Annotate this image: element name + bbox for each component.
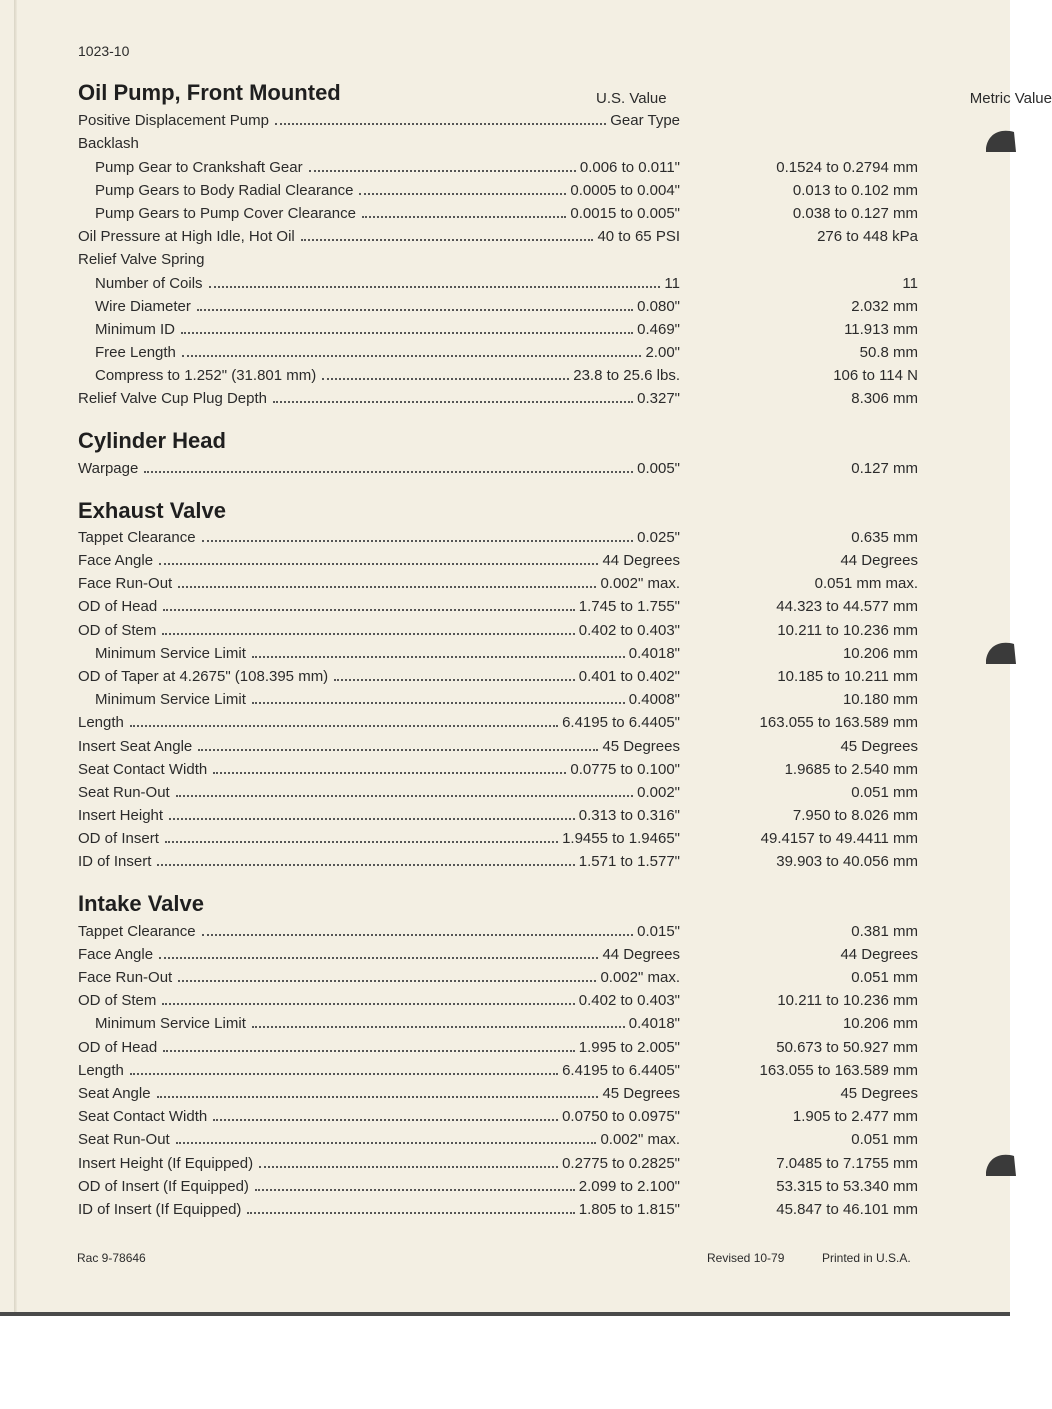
- spec-label: Wire Diameter: [95, 297, 191, 315]
- dot-leader: [162, 633, 574, 635]
- metric-value: 0.038 to 0.127 mm: [792, 204, 918, 222]
- metric-value: 45 Degrees: [840, 1084, 918, 1102]
- spec-row: [78, 825, 938, 848]
- spec-label: Positive Displacement Pump: [78, 112, 269, 130]
- us-value-header: U.S. Value: [596, 90, 667, 107]
- spec-left: [78, 552, 680, 570]
- spec-row: [78, 130, 938, 153]
- spec-left: [78, 390, 680, 408]
- metric-value: 2.032 mm: [851, 297, 918, 315]
- metric-value: 0.635 mm: [851, 528, 918, 546]
- dot-leader: [213, 1119, 558, 1121]
- section-title: Oil Pump, Front Mounted: [78, 80, 341, 105]
- metric-value: 0.013 to 0.102 mm: [792, 181, 918, 199]
- spec-left: [78, 1131, 680, 1149]
- spec-left: [78, 668, 680, 686]
- spec-left: [78, 1062, 680, 1080]
- metric-value: 0.381 mm: [851, 922, 918, 940]
- spec-label: Insert Seat Angle: [78, 737, 193, 755]
- spec-left: [78, 205, 680, 223]
- spec-row: [78, 153, 938, 176]
- spec-label: Warpage: [78, 459, 139, 477]
- spec-row: [78, 316, 938, 339]
- us-value: 1.995 to 2.005": [578, 1038, 680, 1056]
- spec-row: [78, 1149, 938, 1172]
- dot-leader: [322, 378, 569, 380]
- spec-row: [78, 802, 938, 825]
- spec-left: [78, 228, 680, 246]
- spec-left: [78, 1039, 680, 1057]
- dot-leader: [247, 1212, 574, 1214]
- section-gap: [78, 478, 938, 498]
- section-title: Intake Valve: [78, 891, 204, 917]
- spec-left: [78, 738, 680, 756]
- section-title: Cylinder Head: [78, 428, 226, 454]
- spec-label: Number of Coils: [95, 274, 203, 292]
- spec-row: [78, 454, 938, 477]
- spec-row: [78, 246, 938, 269]
- spec-left: [78, 761, 680, 779]
- dot-leader: [181, 332, 633, 334]
- spec-left: [78, 251, 680, 269]
- us-value: 0.4018": [628, 1015, 680, 1033]
- dot-leader: [198, 749, 598, 751]
- spec-label: Length: [78, 714, 124, 732]
- spec-label: Oil Pressure at High Idle, Hot Oil: [78, 228, 295, 246]
- section-title: Exhaust Valve: [78, 497, 226, 523]
- us-value: 1.9455 to 1.9465": [562, 830, 680, 848]
- spec-left: [78, 529, 680, 547]
- spec-row: [78, 616, 938, 639]
- metric-value: 10.211 to 10.236 mm: [777, 992, 918, 1010]
- spec-row: [78, 177, 938, 200]
- spec-left: [78, 1178, 680, 1196]
- dot-leader: [209, 286, 661, 288]
- spec-row: [78, 640, 938, 663]
- section-gap: [78, 408, 938, 428]
- spec-label: Relief Valve Cup Plug Depth: [78, 390, 267, 408]
- metric-value: 10.185 to 10.211 mm: [777, 667, 918, 685]
- spec-left: [78, 923, 680, 941]
- spec-row: [78, 593, 938, 616]
- spec-left: [78, 622, 680, 640]
- metric-value: 0.1524 to 0.2794 mm: [776, 158, 918, 176]
- spec-row: [78, 1196, 938, 1219]
- spec-label: ID of Insert: [78, 853, 152, 871]
- metric-value: 7.0485 to 7.1755 mm: [776, 1154, 918, 1172]
- dot-leader: [176, 1142, 597, 1144]
- metric-value: 10.180 mm: [842, 691, 918, 709]
- dot-leader: [130, 1073, 558, 1075]
- metric-value: 45 Degrees: [840, 737, 918, 755]
- metric-value: 39.903 to 40.056 mm: [776, 853, 918, 871]
- spec-left: [78, 298, 680, 316]
- punch-hole-icon: [984, 126, 1018, 152]
- dot-leader: [163, 609, 575, 611]
- metric-value: 49.4157 to 49.4411 mm: [760, 830, 918, 848]
- spec-row: [78, 547, 938, 570]
- spec-left: [78, 1201, 680, 1219]
- metric-value: 163.055 to 163.589 mm: [759, 714, 918, 732]
- dot-leader: [165, 841, 558, 843]
- spec-label: Compress to 1.252" (31.801 mm): [95, 367, 317, 385]
- dot-leader: [197, 309, 633, 311]
- spec-label: OD of Head: [78, 598, 158, 616]
- footer-revised: Revised 10-79: [707, 1251, 785, 1265]
- page-binding-edge: [14, 0, 17, 1312]
- metric-value: 10.206 mm: [842, 1015, 918, 1033]
- us-value: 0.002" max.: [600, 1131, 680, 1149]
- dot-leader: [176, 795, 633, 797]
- spec-left: [78, 135, 680, 153]
- dot-leader: [334, 679, 575, 681]
- spec-content: [78, 80, 1052, 1219]
- section-gap: [78, 871, 938, 891]
- spec-row: [78, 1057, 938, 1080]
- us-value: 45 Degrees: [602, 1084, 680, 1102]
- spec-row: [78, 1010, 938, 1033]
- dot-leader: [163, 1050, 575, 1052]
- metric-value: 10.206 mm: [842, 644, 918, 662]
- us-value: 0.4018": [628, 644, 680, 662]
- us-value: 1.805 to 1.815": [578, 1200, 680, 1218]
- spec-label: OD of Stem: [78, 621, 157, 639]
- metric-value: 11: [902, 274, 918, 292]
- spec-label: OD of Head: [78, 1038, 158, 1056]
- us-value: 2.00": [645, 344, 680, 362]
- spec-label: Face Angle: [78, 552, 154, 569]
- us-value: 0.015": [637, 922, 680, 940]
- metric-value: 106 to 114 N: [833, 367, 918, 385]
- us-value: 11: [664, 274, 680, 292]
- dot-leader: [252, 702, 625, 704]
- spec-label: Insert Height (If Equipped): [78, 1154, 254, 1172]
- us-value: 1.745 to 1.755": [578, 598, 680, 616]
- metric-value-header: Metric Value: [969, 90, 1052, 107]
- spec-left: [78, 853, 680, 871]
- dot-leader: [178, 586, 596, 588]
- spec-row: [78, 200, 938, 223]
- spec-row: [78, 385, 938, 408]
- us-value: 0.080": [637, 297, 680, 315]
- spec-left: [78, 807, 680, 825]
- us-value: 6.4195 to 6.4405": [562, 714, 680, 732]
- spec-left: [78, 321, 680, 339]
- spec-label: Seat Contact Width: [78, 1108, 208, 1126]
- spec-label: Tappet Clearance: [78, 922, 196, 940]
- spec-row: [78, 293, 938, 316]
- us-value: 0.402 to 0.403": [578, 621, 680, 639]
- metric-value: 0.051 mm max.: [814, 575, 918, 593]
- dot-leader: [182, 355, 642, 357]
- spec-row: [78, 756, 938, 779]
- dot-leader: [144, 471, 633, 473]
- dot-leader: [359, 193, 566, 195]
- metric-value: 11.913 mm: [844, 320, 918, 338]
- metric-value: 0.051 mm: [851, 969, 918, 986]
- spec-left: [78, 830, 680, 848]
- spec-left: [78, 714, 680, 732]
- spec-label: Backlash: [78, 135, 139, 153]
- us-value: 40 to 65 PSI: [597, 228, 680, 246]
- spec-left: [78, 1155, 680, 1173]
- spec-row: [78, 732, 938, 755]
- spec-label: Face Run-Out: [78, 575, 173, 593]
- us-value: 0.002": [637, 783, 680, 801]
- spec-left: [78, 992, 680, 1010]
- spec-left: [78, 645, 680, 663]
- us-value: 23.8 to 25.6 lbs.: [573, 367, 680, 385]
- us-value: 45 Degrees: [602, 737, 680, 755]
- spec-label: Minimum Service Limit: [95, 1015, 246, 1033]
- metric-value: 1.905 to 2.477 mm: [792, 1108, 918, 1126]
- spec-left: [78, 367, 680, 385]
- spec-label: OD of Stem: [78, 992, 157, 1010]
- spec-left: [78, 946, 680, 964]
- spec-label: ID of Insert (If Equipped): [78, 1200, 242, 1218]
- spec-label: Tappet Clearance: [78, 528, 196, 546]
- spec-row: [78, 269, 938, 292]
- spec-label: Seat Run-Out: [78, 783, 170, 801]
- dot-leader: [252, 1026, 625, 1028]
- spec-label: Pump Gears to Body Radial Clearance: [95, 181, 354, 199]
- dot-leader: [273, 401, 633, 403]
- spec-row: [78, 1033, 938, 1056]
- metric-value: 163.055 to 163.589 mm: [759, 1061, 918, 1079]
- us-value: 2.099 to 2.100": [578, 1177, 680, 1195]
- dot-leader: [252, 656, 625, 658]
- us-value: 0.4008": [628, 691, 680, 709]
- spec-left: [78, 969, 680, 987]
- metric-value: 44 Degrees: [840, 945, 918, 963]
- spec-row: [78, 686, 938, 709]
- spec-left: [78, 691, 680, 709]
- spec-label: OD of Taper at 4.2675" (108.395 mm): [78, 667, 329, 685]
- spec-row: [78, 1126, 938, 1149]
- us-value: 0.0005 to 0.004": [570, 181, 680, 199]
- us-value: 0.0775 to 0.100": [570, 760, 680, 778]
- spec-label: Seat Angle: [78, 1084, 151, 1102]
- dot-leader: [130, 725, 558, 727]
- metric-value: 44 Degrees: [840, 552, 918, 569]
- us-value: 0.469": [637, 320, 680, 338]
- spec-row: [78, 1173, 938, 1196]
- spec-label: Pump Gear to Crankshaft Gear: [95, 158, 303, 176]
- us-value: 0.002" max.: [600, 575, 680, 593]
- dot-leader: [255, 1189, 575, 1191]
- us-value: 0.005": [637, 459, 680, 477]
- us-value: 0.313 to 0.316": [578, 807, 680, 825]
- spec-label: Face Run-Out: [78, 969, 173, 986]
- spec-left: [78, 598, 680, 616]
- spec-row: [78, 941, 938, 964]
- spec-label: Insert Height: [78, 807, 164, 825]
- spec-left: [78, 344, 680, 362]
- spec-left: [78, 275, 680, 293]
- spec-row: [78, 339, 938, 362]
- spec-label: Minimum ID: [95, 320, 176, 338]
- spec-row: [78, 223, 938, 246]
- dot-leader: [157, 1096, 599, 1098]
- spec-label: Pump Gears to Pump Cover Clearance: [95, 204, 356, 222]
- dot-leader: [301, 239, 594, 241]
- us-value: 0.0015 to 0.005": [570, 204, 680, 222]
- dot-leader: [159, 563, 598, 565]
- metric-value: 276 to 448 kPa: [817, 228, 918, 246]
- us-value: 0.006 to 0.011": [579, 158, 680, 176]
- metric-value: 8.306 mm: [851, 390, 918, 408]
- dot-leader: [162, 1003, 574, 1005]
- spec-row: [78, 524, 938, 547]
- spec-label: Seat Run-Out: [78, 1131, 170, 1149]
- footer-printed: Printed in U.S.A.: [822, 1251, 911, 1265]
- spec-left: [78, 1108, 680, 1126]
- spec-row: [78, 1103, 938, 1126]
- spec-row: [78, 1080, 938, 1103]
- metric-value: 45.847 to 46.101 mm: [776, 1200, 918, 1218]
- dot-leader: [213, 772, 566, 774]
- dot-leader: [275, 123, 606, 125]
- us-value: 0.327": [637, 390, 680, 408]
- dot-leader: [259, 1166, 558, 1168]
- spec-label: Seat Contact Width: [78, 760, 208, 778]
- spec-label: Free Length: [95, 344, 176, 362]
- spec-left: [78, 1085, 680, 1103]
- metric-value: 50.8 mm: [859, 344, 918, 362]
- section-header-row: [78, 80, 1052, 107]
- metric-value: 53.315 to 53.340 mm: [776, 1177, 918, 1195]
- us-value: 44 Degrees: [602, 945, 680, 963]
- us-value: 0.402 to 0.403": [578, 992, 680, 1010]
- spec-left: [78, 575, 680, 593]
- spec-left: [78, 159, 680, 177]
- us-value: 6.4195 to 6.4405": [562, 1061, 680, 1079]
- us-value: 44 Degrees: [602, 552, 680, 569]
- spec-left: [78, 784, 680, 802]
- dot-leader: [202, 540, 634, 542]
- spec-row: [78, 709, 938, 732]
- spec-left: [78, 1015, 680, 1033]
- spec-left: [78, 460, 680, 478]
- metric-value: 0.051 mm: [851, 1131, 918, 1149]
- us-value: 0.025": [637, 528, 680, 546]
- spec-label: OD of Insert: [78, 830, 159, 848]
- spec-row: [78, 779, 938, 802]
- metric-value: 44.323 to 44.577 mm: [776, 598, 918, 616]
- us-value: 0.2775 to 0.2825": [562, 1154, 680, 1172]
- metric-value: 50.673 to 50.927 mm: [776, 1038, 918, 1056]
- us-value: Gear Type: [610, 112, 680, 130]
- spec-label: Length: [78, 1061, 124, 1079]
- spec-row: [78, 917, 938, 940]
- spec-label: Face Angle: [78, 945, 154, 963]
- us-value: 0.0750 to 0.0975": [562, 1108, 680, 1126]
- page-number: 1023-10: [78, 43, 130, 59]
- spec-row: [78, 362, 938, 385]
- spec-row: [78, 848, 938, 871]
- punch-hole-icon: [984, 638, 1018, 664]
- dot-leader: [178, 980, 596, 982]
- spec-row: [78, 964, 938, 987]
- dot-leader: [309, 170, 576, 172]
- spec-row: [78, 570, 938, 593]
- spec-row: [78, 107, 938, 130]
- us-value: 0.002" max.: [600, 969, 680, 986]
- metric-value: 10.211 to 10.236 mm: [777, 621, 918, 639]
- punch-hole-icon: [984, 1150, 1018, 1176]
- dot-leader: [169, 818, 575, 820]
- spec-label: Minimum Service Limit: [95, 644, 246, 662]
- spec-left: [78, 112, 680, 130]
- metric-value: 7.950 to 8.026 mm: [792, 807, 918, 825]
- dot-leader: [362, 216, 566, 218]
- metric-value: 0.051 mm: [851, 783, 918, 801]
- spec-label: Minimum Service Limit: [95, 691, 246, 709]
- us-value: 1.571 to 1.577": [578, 853, 680, 871]
- dot-leader: [159, 957, 598, 959]
- spec-row: [78, 987, 938, 1010]
- footer-code: Rac 9-78646: [77, 1251, 146, 1265]
- metric-value: 1.9685 to 2.540 mm: [784, 760, 918, 778]
- spec-label: Relief Valve Spring: [78, 251, 205, 269]
- metric-value: 0.127 mm: [851, 459, 918, 477]
- spec-row: [78, 663, 938, 686]
- us-value: 0.401 to 0.402": [578, 667, 680, 685]
- spec-left: [78, 182, 680, 200]
- spec-label: OD of Insert (If Equipped): [78, 1177, 249, 1195]
- dot-leader: [157, 864, 574, 866]
- dot-leader: [202, 934, 634, 936]
